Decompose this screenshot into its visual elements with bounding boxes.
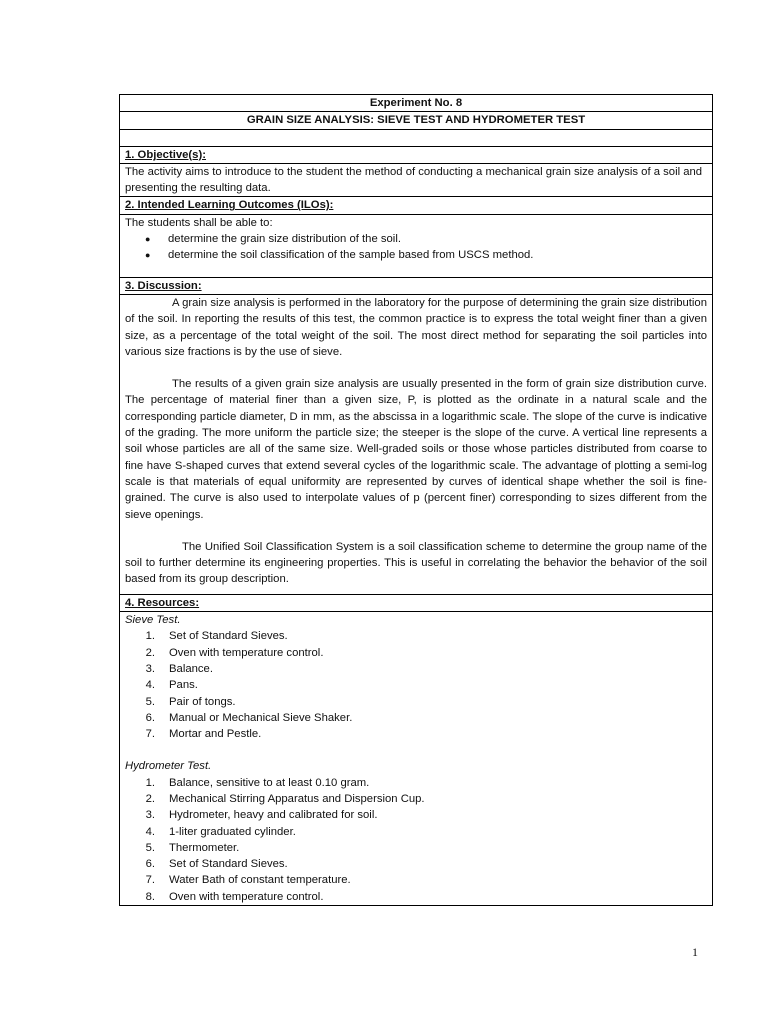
hydrometer-test-label: Hydrometer Test. <box>125 760 212 773</box>
bullet-icon: ● <box>145 234 151 245</box>
list-item: 8. Oven with temperature control. <box>145 890 324 903</box>
list-item: 2. Mechanical Stirring Apparatus and Dispersion Cup. <box>145 792 425 805</box>
ilo-item: ● determine the soil classification of the sample based from USCS method. <box>145 247 707 263</box>
list-item: 7. Water Bath of constant temperature. <box>145 874 351 887</box>
bullet-icon: ● <box>145 250 151 261</box>
sieve-list <box>125 628 707 742</box>
discussion-paragraph: The Unified Soil Classification System is a soil classification scheme to determine the group name of the soil to further determine its engineering properties. This is useful in correlating the behavior the behavior of the soil based from its group description. <box>125 540 707 586</box>
page-number: 1 <box>692 945 698 959</box>
hydrometer-list <box>125 775 707 905</box>
discussion-heading: 3. Discussion: <box>120 277 712 294</box>
list-item: 3. Hydrometer, heavy and calibrated for soil. <box>145 809 378 822</box>
list-item: 5. Pair of tongs. <box>145 695 236 708</box>
ilo-item: ● determine the grain size distribution of the soil. <box>145 231 707 247</box>
objectives-heading: 1. Objective(s): <box>120 146 712 163</box>
discussion-body <box>120 294 712 594</box>
list-item: 6. Set of Standard Sieves. <box>145 858 288 871</box>
ilos-intro: The students shall be able to: <box>125 216 273 229</box>
ilos-body <box>120 214 712 277</box>
list-item: 1. Set of Standard Sieves. <box>145 630 288 643</box>
list-item: 3. Balance. <box>145 662 213 675</box>
discussion-paragraph: A grain size analysis is performed in the laboratory for the purpose of determining the grain size distribution of the soil. In reporting the results of this test, the common practice is to express the total weight finer than a given size, as a percentage of the total weight of the soil. The most direct method for separating the soil particles into various size fractions is by the use of sieve. <box>125 296 707 358</box>
sieve-test-label: Sieve Test. <box>125 614 181 627</box>
experiment-table <box>119 94 713 906</box>
list-item: 4. Pans. <box>145 679 198 692</box>
ilos-list <box>125 231 707 264</box>
experiment-number: Experiment No. 8 <box>369 97 463 109</box>
list-item: 5. Thermometer. <box>145 841 240 854</box>
list-item: 7. Mortar and Pestle. <box>145 728 262 741</box>
objectives-text: The activity aims to introduce to the student the method of conducting a mechanical grain size analysis of a soil and presenting the resulting data. <box>120 163 712 197</box>
blank-row <box>120 129 712 146</box>
ilos-heading: 2. Intended Learning Outcomes (ILOs): <box>120 196 712 213</box>
list-item: 1. Balance, sensitive to at least 0.10 gram. <box>145 776 370 789</box>
discussion-paragraph: The results of a given grain size analysis are usually presented in the form of grain size distribution curve. The percentage of material finer than a given size, P, is plotted as the ordinate in a natural scale and the corresponding particle diameter, D in mm, as the abscissa in a logarithmic scale. The slope of the curve is indicative of the grading. The more uniform the particle size; the steeper is the slope of the curve. A vertical line represents a soil whose particles are all of the same size. Well-graded soils or those whose particles distributed from coarse to fine have S-shaped curves that extend several cycles of the logarithmic scale. The advantage of plotting a semi-log scale is that materials of equal uniformity are represented by curves of identical shape whether the soil is fine-grained. The curve is also used to interpolate values of p (percent finer) corresponding to sizes different from the sieve openings. <box>125 378 707 521</box>
experiment-title: GRAIN SIZE ANALYSIS: SIEVE TEST AND HYDROMETER TEST <box>120 111 712 128</box>
list-item: 2. Oven with temperature control. <box>145 646 324 659</box>
list-item: 6. Manual or Mechanical Sieve Shaker. <box>145 711 353 724</box>
resources-heading: 4. Resources: <box>120 594 712 611</box>
list-item: 4. 1-liter graduated cylinder. <box>145 825 296 838</box>
resources-body <box>120 611 712 905</box>
